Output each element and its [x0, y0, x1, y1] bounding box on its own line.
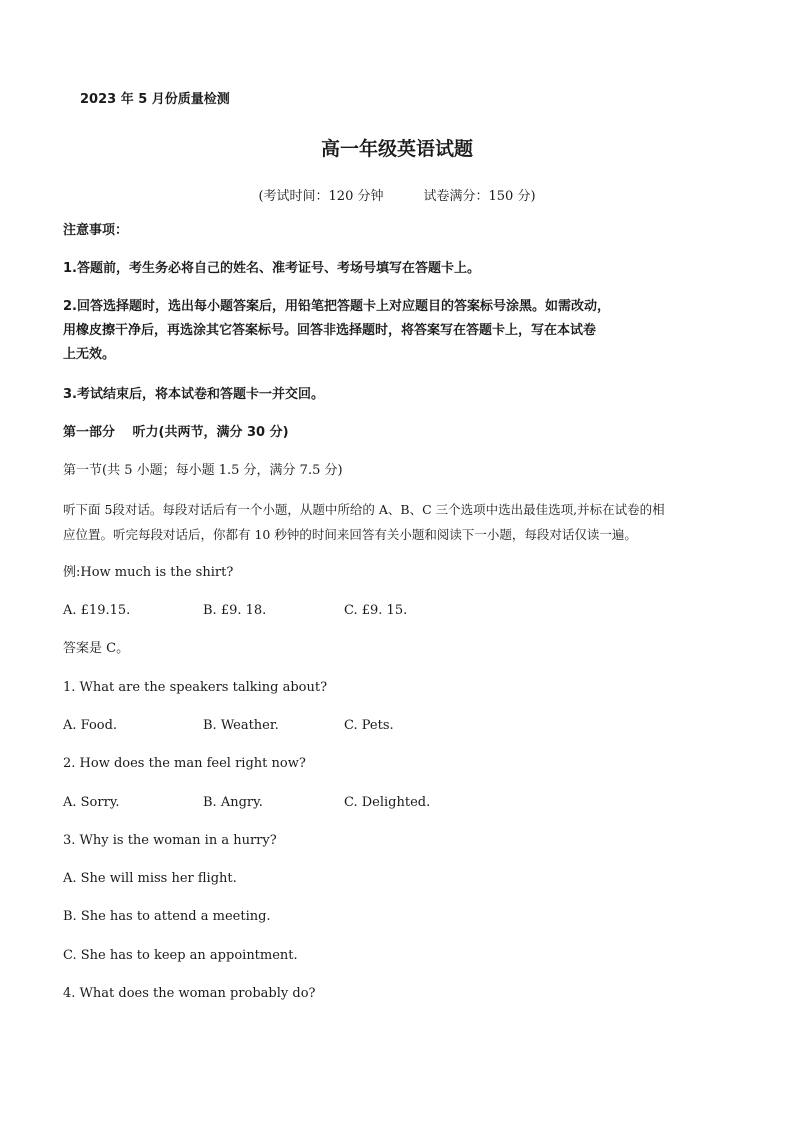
section1-heading: 第一节(共 5 小题；每小题 1.5 分，满分 7.5 分)	[63, 463, 343, 478]
question-1: 1. What are the speakers talking about?	[63, 680, 328, 695]
example-answer: 答案是 C。	[63, 641, 130, 656]
question-4: 4. What does the woman probably do?	[63, 986, 316, 1001]
q1-option-b: B. Weather.	[203, 718, 279, 733]
exam-info	[0, 185, 794, 204]
q2-option-b: B. Angry.	[203, 795, 263, 810]
q1-option-a: A. Food.	[63, 718, 118, 733]
note-item-2-line-3: 上无效。	[63, 347, 116, 362]
example-option-b: B. £9. 18.	[203, 603, 267, 618]
instructions-line-1: 听下面 5段对话。每段对话后有一个小题，从题中所给的 A、B、C 三个选项中选出最佳选项,并标在试卷的相	[63, 502, 665, 517]
q3-option-c: C. She has to keep an appointment.	[63, 948, 298, 963]
q2-option-a: A. Sorry.	[63, 795, 120, 810]
exam-score: 试卷满分：150 分)	[423, 189, 536, 204]
question-3: 3. Why is the woman in a hurry?	[63, 833, 277, 848]
note-item-2-line-2: 用橡皮擦干净后，再选涂其它答案标号。回答非选择题时，将答案写在答题卡上，写在本试卷	[63, 323, 597, 338]
question-2: 2. How does the man feel right now?	[63, 756, 306, 771]
example-option-c: C. £9. 15.	[344, 603, 408, 618]
q3-option-a: A. She will miss her flight.	[63, 871, 237, 886]
q1-option-c: C. Pets.	[344, 718, 394, 733]
exam-time: (考试时间：120 分钟	[258, 189, 384, 204]
note-item-2-line-1: 2.回答选择题时，选出每小题答案后，用铅笔把答题卡上对应题目的答案标号涂黑。如需改动，	[63, 299, 610, 314]
part1-heading: 第一部分 听力(共两节，满分 30 分)	[63, 425, 289, 440]
example-question: 例:How much is the shirt?	[63, 565, 234, 580]
instructions-line-2: 应位置。听完每段对话后，你都有 10 秒钟的时间来回答有关小题和阅读下一小题，每段对话仅读一遍。	[63, 527, 637, 542]
exam-date: 2023 年 5 月份质量检测	[80, 92, 230, 107]
page-title: 高一年级英语试题	[320, 138, 473, 160]
q3-option-b: B. She has to attend a meeting.	[63, 909, 271, 924]
q2-option-c: C. Delighted.	[344, 795, 431, 810]
notes-heading: 注意事项：	[63, 223, 129, 238]
note-item-3: 3.考试结束后，将本试卷和答题卡一并交回。	[63, 387, 324, 402]
note-item-1: 1.答题前，考生务必将自己的姓名、准考证号、考场号填写在答题卡上。	[63, 261, 480, 276]
example-option-a: A. £19.15.	[63, 603, 131, 618]
